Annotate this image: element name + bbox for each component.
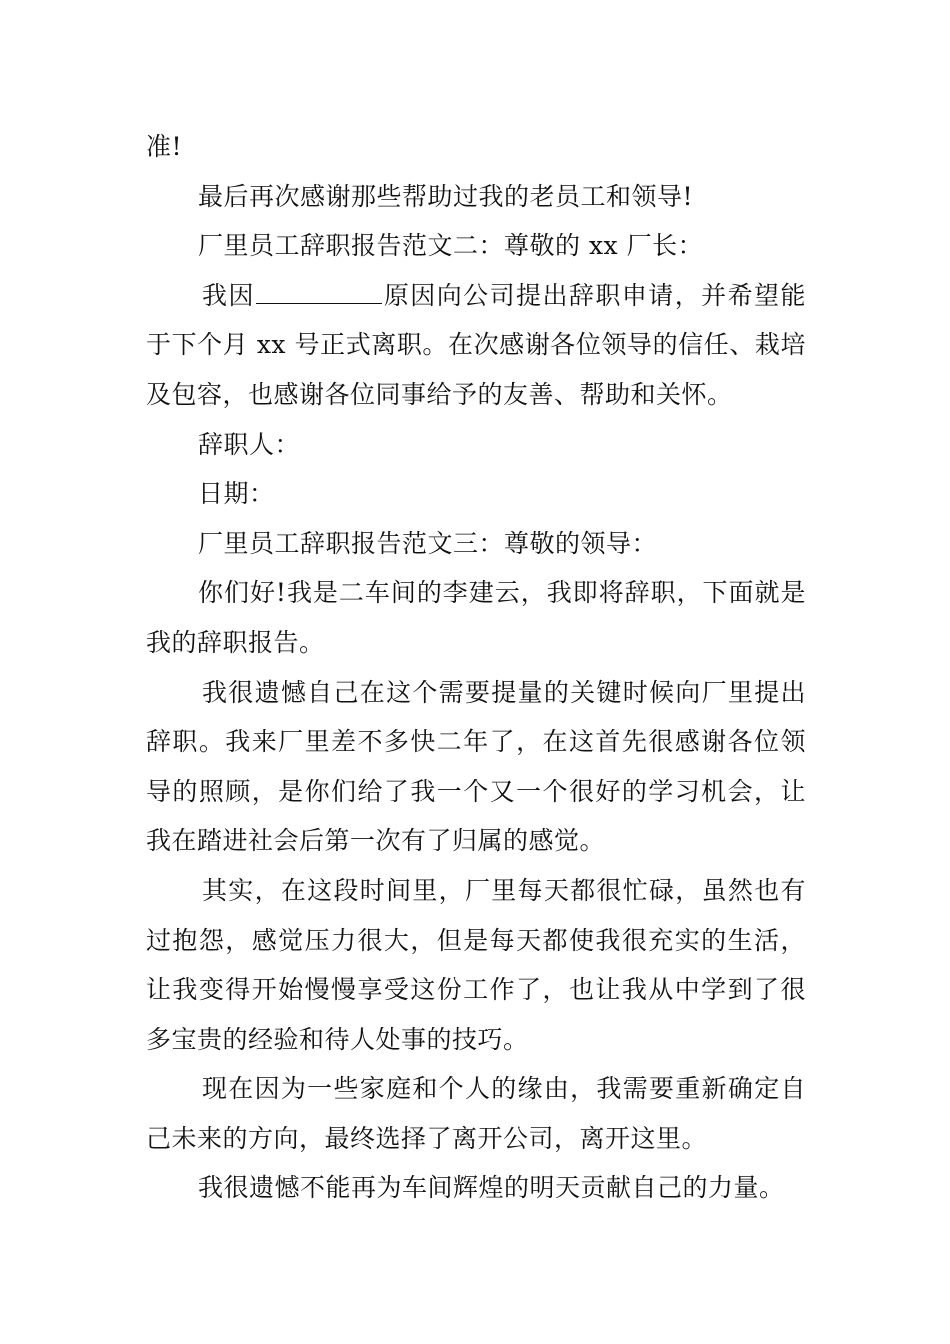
document-body xyxy=(146,122,806,1213)
paragraph-6-date: 日期： xyxy=(198,479,275,509)
reason-blank-line xyxy=(256,283,382,304)
paragraph-4-rest: 原因向公司提出辞职申请，并希望能于下个月 xx 号正式离职。在次感谢各位领导的信任、栽培及包容，也感谢各位同事给予的友善、帮助和关怀。 xyxy=(146,280,806,409)
paragraph-4-start: 我因 xyxy=(202,280,255,310)
paragraph-8: 你们好!我是二车间的李建云，我即将辞职，下面就是我的辞职报告。 xyxy=(146,578,806,657)
paragraph-12: 我很遗憾不能再为车间辉煌的明天贡献自己的力量。 xyxy=(198,1173,785,1203)
paragraph-4 xyxy=(146,271,806,420)
paragraph-11: 现在因为一些家庭和个人的缘由，我需要重新确定自己未来的方向，最终选择了离开公司，离开这里。 xyxy=(146,1074,806,1153)
paragraph-7-heading: 厂里员工辞职报告范文三：尊敬的领导： xyxy=(198,528,658,558)
paragraph-2: 最后再次感谢那些帮助过我的老员工和领导! xyxy=(198,181,694,211)
paragraph-5-signer: 辞职人： xyxy=(198,429,301,459)
paragraph-9: 我很遗憾自己在这个需要提量的关键时候向厂里提出辞职。我来厂里差不多快二年了，在这首先很感谢各位领导的照顾，是你们给了我一个又一个很好的学习机会，让我在踏进社会后第一次有了归属的感觉。 xyxy=(146,677,806,856)
paragraph-1: 准! xyxy=(146,132,183,161)
paragraph-3-heading: 厂里员工辞职报告范文二：尊敬的 xx 厂长： xyxy=(198,231,704,261)
paragraph-10: 其实，在这段时间里，厂里每天都很忙碌，虽然也有过抱怨，感觉压力很大，但是每天都使我很充实的生活，让我变得开始慢慢享受这份工作了，也让我从中学到了很多宝贵的经验和待人处事的技巧。 xyxy=(146,875,806,1054)
